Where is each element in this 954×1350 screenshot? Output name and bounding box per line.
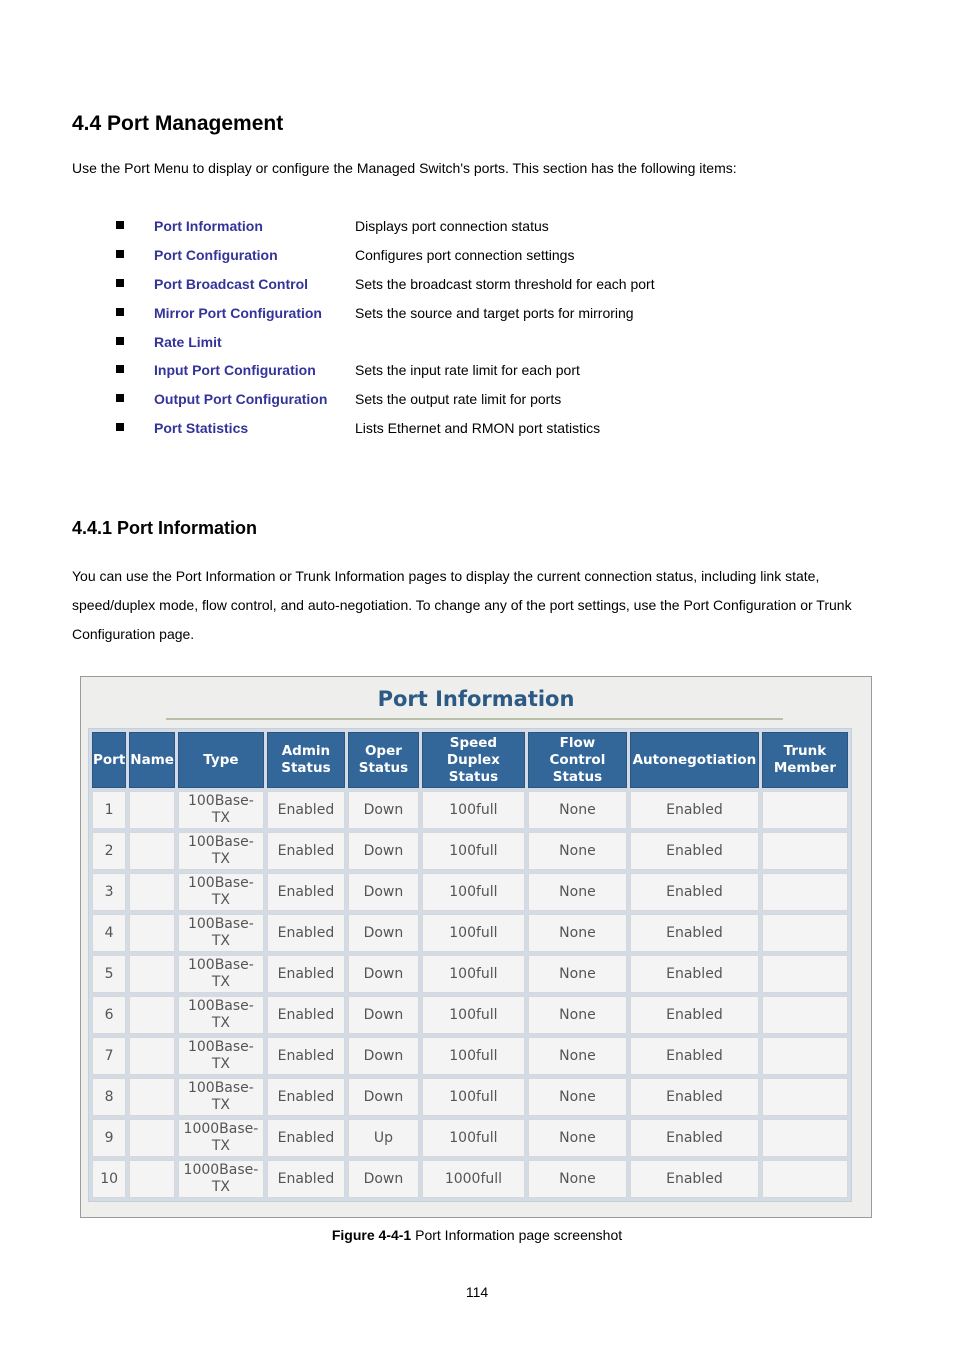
cell-oper: Down [348, 1160, 419, 1198]
table-header-row [92, 732, 848, 788]
cell-oper: Down [348, 1037, 419, 1075]
cell-auto: Enabled [630, 873, 759, 911]
cell-name [129, 1160, 175, 1198]
column-header [92, 732, 126, 788]
column-header-line: Status [281, 760, 331, 776]
column-header-line: Member [773, 760, 836, 776]
menu-link[interactable]: Mirror Port Configuration [154, 304, 322, 321]
cell-oper: Down [348, 791, 419, 829]
cell-type-line: TX [211, 892, 230, 908]
cell-name [129, 791, 175, 829]
column-header [348, 732, 419, 788]
cell-port: 7 [92, 1037, 126, 1075]
cell-trunk [762, 1078, 848, 1116]
cell-speed: 100full [422, 873, 525, 911]
section-title: 4.4 Port Management [72, 112, 284, 135]
cell-speed: 100full [422, 914, 525, 952]
column-header-line: Flow [559, 734, 596, 751]
cell-speed: 100full [422, 1078, 525, 1116]
cell-admin: Enabled [267, 1119, 345, 1157]
cell-type [178, 1037, 264, 1075]
cell-admin: Enabled [267, 1078, 345, 1116]
cell-trunk [762, 955, 848, 993]
square-bullet-icon [116, 365, 124, 373]
cell-type-line: TX [211, 1179, 230, 1195]
cell-oper: Up [348, 1119, 419, 1157]
table-row [92, 832, 848, 870]
table-row [92, 1078, 848, 1116]
cell-port: 10 [92, 1160, 126, 1198]
cell-name [129, 996, 175, 1034]
cell-type [178, 873, 264, 911]
cell-auto: Enabled [630, 832, 759, 870]
menu-link[interactable]: Output Port Configuration [154, 391, 328, 408]
cell-auto: Enabled [630, 1160, 759, 1198]
cell-name [129, 1037, 175, 1075]
square-bullet-icon [116, 394, 124, 402]
cell-type [178, 996, 264, 1034]
cell-type [178, 832, 264, 870]
menu-description: Sets the output rate limit for ports [355, 391, 562, 408]
cell-flow: None [528, 832, 627, 870]
square-bullet-icon [116, 250, 124, 258]
column-header [422, 732, 525, 788]
column-header-line: Trunk [783, 743, 827, 759]
cell-type [178, 1119, 264, 1157]
cell-flow: None [528, 1119, 627, 1157]
cell-type [178, 955, 264, 993]
cell-type [178, 914, 264, 952]
cell-flow: None [528, 996, 627, 1034]
menu-description: Configures port connection settings [355, 246, 575, 263]
column-header-line: Status [358, 760, 409, 776]
cell-speed: 100full [422, 791, 525, 829]
cell-name [129, 832, 175, 870]
cell-name [129, 1119, 175, 1157]
menu-link[interactable]: Input Port Configuration [154, 362, 316, 379]
cell-trunk [762, 873, 848, 911]
column-header-line: Control [549, 751, 606, 768]
cell-trunk [762, 996, 848, 1034]
cell-flow: None [528, 873, 627, 911]
column-header-line: Status [448, 768, 499, 785]
column-header-line: Name [130, 751, 174, 768]
page-number: 114 [465, 1284, 489, 1300]
table-row [92, 996, 848, 1034]
cell-trunk [762, 1119, 848, 1157]
cell-type-line: 100Base- [187, 998, 254, 1014]
cell-trunk [762, 1160, 848, 1198]
cell-port: 5 [92, 955, 126, 993]
cell-type-line: 100Base- [187, 834, 254, 850]
cell-type-line: TX [211, 1138, 230, 1154]
cell-port: 8 [92, 1078, 126, 1116]
title-divider [166, 718, 783, 720]
column-header-line: Status [552, 768, 603, 785]
cell-type-line: 100Base- [187, 875, 254, 891]
table-row [92, 873, 848, 911]
cell-type-line: 100Base- [187, 793, 254, 809]
cell-auto: Enabled [630, 914, 759, 952]
cell-speed: 100full [422, 1119, 525, 1157]
cell-type-line: 100Base- [187, 1039, 254, 1055]
table-row [92, 1037, 848, 1075]
cell-flow: None [528, 955, 627, 993]
cell-trunk [762, 1037, 848, 1075]
menu-link[interactable]: Rate Limit [154, 333, 222, 350]
cell-speed: 1000full [422, 1160, 525, 1198]
cell-speed: 100full [422, 1037, 525, 1075]
menu-description: Sets the input rate limit for each port [355, 362, 580, 379]
table-row [92, 955, 848, 993]
cell-port: 9 [92, 1119, 126, 1157]
cell-port: 1 [92, 791, 126, 829]
cell-auto: Enabled [630, 1119, 759, 1157]
cell-flow: None [528, 1160, 627, 1198]
cell-name [129, 955, 175, 993]
cell-type-line: 1000Base- [183, 1162, 259, 1178]
cell-type-line: 100Base- [187, 1080, 254, 1096]
cell-type-line: TX [211, 1056, 230, 1072]
cell-oper: Down [348, 955, 419, 993]
menu-description: Lists Ethernet and RMON port statistics [355, 420, 601, 437]
cell-admin: Enabled [267, 914, 345, 952]
cell-speed: 100full [422, 996, 525, 1034]
menu-link[interactable]: Port Configuration [154, 246, 278, 263]
cell-type-line: TX [211, 1097, 230, 1113]
section-intro: Use the Port Menu to display or configure the Managed Switch's ports. This section has the following items: [72, 160, 737, 176]
column-header [528, 732, 627, 788]
menu-description: Sets the source and target ports for mirroring [355, 304, 634, 321]
cell-admin: Enabled [267, 955, 345, 993]
cell-flow: None [528, 914, 627, 952]
cell-auto: Enabled [630, 996, 759, 1034]
port-information-screenshot [80, 676, 872, 1218]
subsection-title: 4.4.1 Port Information [72, 518, 258, 538]
column-header-line: Autonegotiation [632, 751, 757, 768]
square-bullet-icon [116, 221, 124, 229]
cell-flow: None [528, 791, 627, 829]
figure-caption [0, 1227, 954, 1243]
cell-admin: Enabled [267, 873, 345, 911]
menu-link[interactable]: Port Statistics [154, 420, 249, 437]
table-row [92, 1119, 848, 1157]
column-header [762, 732, 848, 788]
menu-description: Displays port connection status [355, 218, 549, 234]
column-header-line: Duplex [446, 751, 500, 768]
square-bullet-icon [116, 423, 124, 431]
column-header [267, 732, 345, 788]
column-header-line: Oper [364, 743, 402, 759]
square-bullet-icon [116, 337, 124, 345]
column-header-line: Admin [281, 743, 331, 759]
column-header [630, 732, 759, 788]
menu-link[interactable]: Port Information [154, 218, 263, 234]
column-header-line: Type [203, 751, 239, 768]
cell-trunk [762, 914, 848, 952]
cell-type-line: TX [211, 810, 230, 826]
cell-admin: Enabled [267, 832, 345, 870]
cell-port: 6 [92, 996, 126, 1034]
cell-type [178, 1078, 264, 1116]
cell-speed: 100full [422, 955, 525, 993]
figure-caption-text: Port Information page screenshot [411, 1227, 623, 1243]
table-body [92, 791, 848, 1198]
cell-flow: None [528, 1037, 627, 1075]
screenshot-title: Port Information [377, 687, 575, 711]
cell-name [129, 873, 175, 911]
square-bullet-icon [116, 279, 124, 287]
cell-type-line: TX [211, 851, 230, 867]
cell-trunk [762, 791, 848, 829]
cell-auto: Enabled [630, 791, 759, 829]
cell-type-line: TX [211, 933, 230, 949]
cell-type-line: 100Base- [187, 916, 254, 932]
table-row [92, 1160, 848, 1198]
cell-auto: Enabled [630, 1078, 759, 1116]
column-header [178, 732, 264, 788]
subsection-paragraph: You can use the Port Information or Trunk Information pages to display the current connection status, including link state, speed/duplex mode, flow control, and auto-negotiation. To change any of the port settings, use the Port Configuration or Trunk Configuration page. [72, 568, 852, 642]
figure-label: Figure 4-4-1 [331, 1227, 412, 1243]
cell-oper: Down [348, 832, 419, 870]
cell-admin: Enabled [267, 1037, 345, 1075]
cell-type [178, 791, 264, 829]
cell-oper: Down [348, 914, 419, 952]
menu-description: Sets the broadcast storm threshold for each port [355, 275, 655, 292]
cell-auto: Enabled [630, 955, 759, 993]
cell-port: 3 [92, 873, 126, 911]
cell-name [129, 914, 175, 952]
cell-admin: Enabled [267, 791, 345, 829]
table-row [92, 791, 848, 829]
cell-type-line: 100Base- [187, 957, 254, 973]
cell-oper: Down [348, 1078, 419, 1116]
menu-link[interactable]: Port Broadcast Control [154, 275, 309, 292]
cell-flow: None [528, 1078, 627, 1116]
cell-type-line: 1000Base- [183, 1121, 259, 1137]
cell-admin: Enabled [267, 996, 345, 1034]
port-information-table [88, 728, 852, 1202]
cell-type-line: TX [211, 1015, 230, 1031]
column-header-line: Port [93, 751, 126, 768]
cell-type [178, 1160, 264, 1198]
cell-admin: Enabled [267, 1160, 345, 1198]
cell-type-line: TX [211, 974, 230, 990]
cell-port: 2 [92, 832, 126, 870]
cell-speed: 100full [422, 832, 525, 870]
column-header-line: Speed [449, 734, 498, 751]
table-row [92, 914, 848, 952]
cell-oper: Down [348, 996, 419, 1034]
cell-port: 4 [92, 914, 126, 952]
cell-auto: Enabled [630, 1037, 759, 1075]
column-header [129, 732, 175, 788]
square-bullet-icon [116, 308, 124, 316]
cell-oper: Down [348, 873, 419, 911]
cell-name [129, 1078, 175, 1116]
cell-trunk [762, 832, 848, 870]
